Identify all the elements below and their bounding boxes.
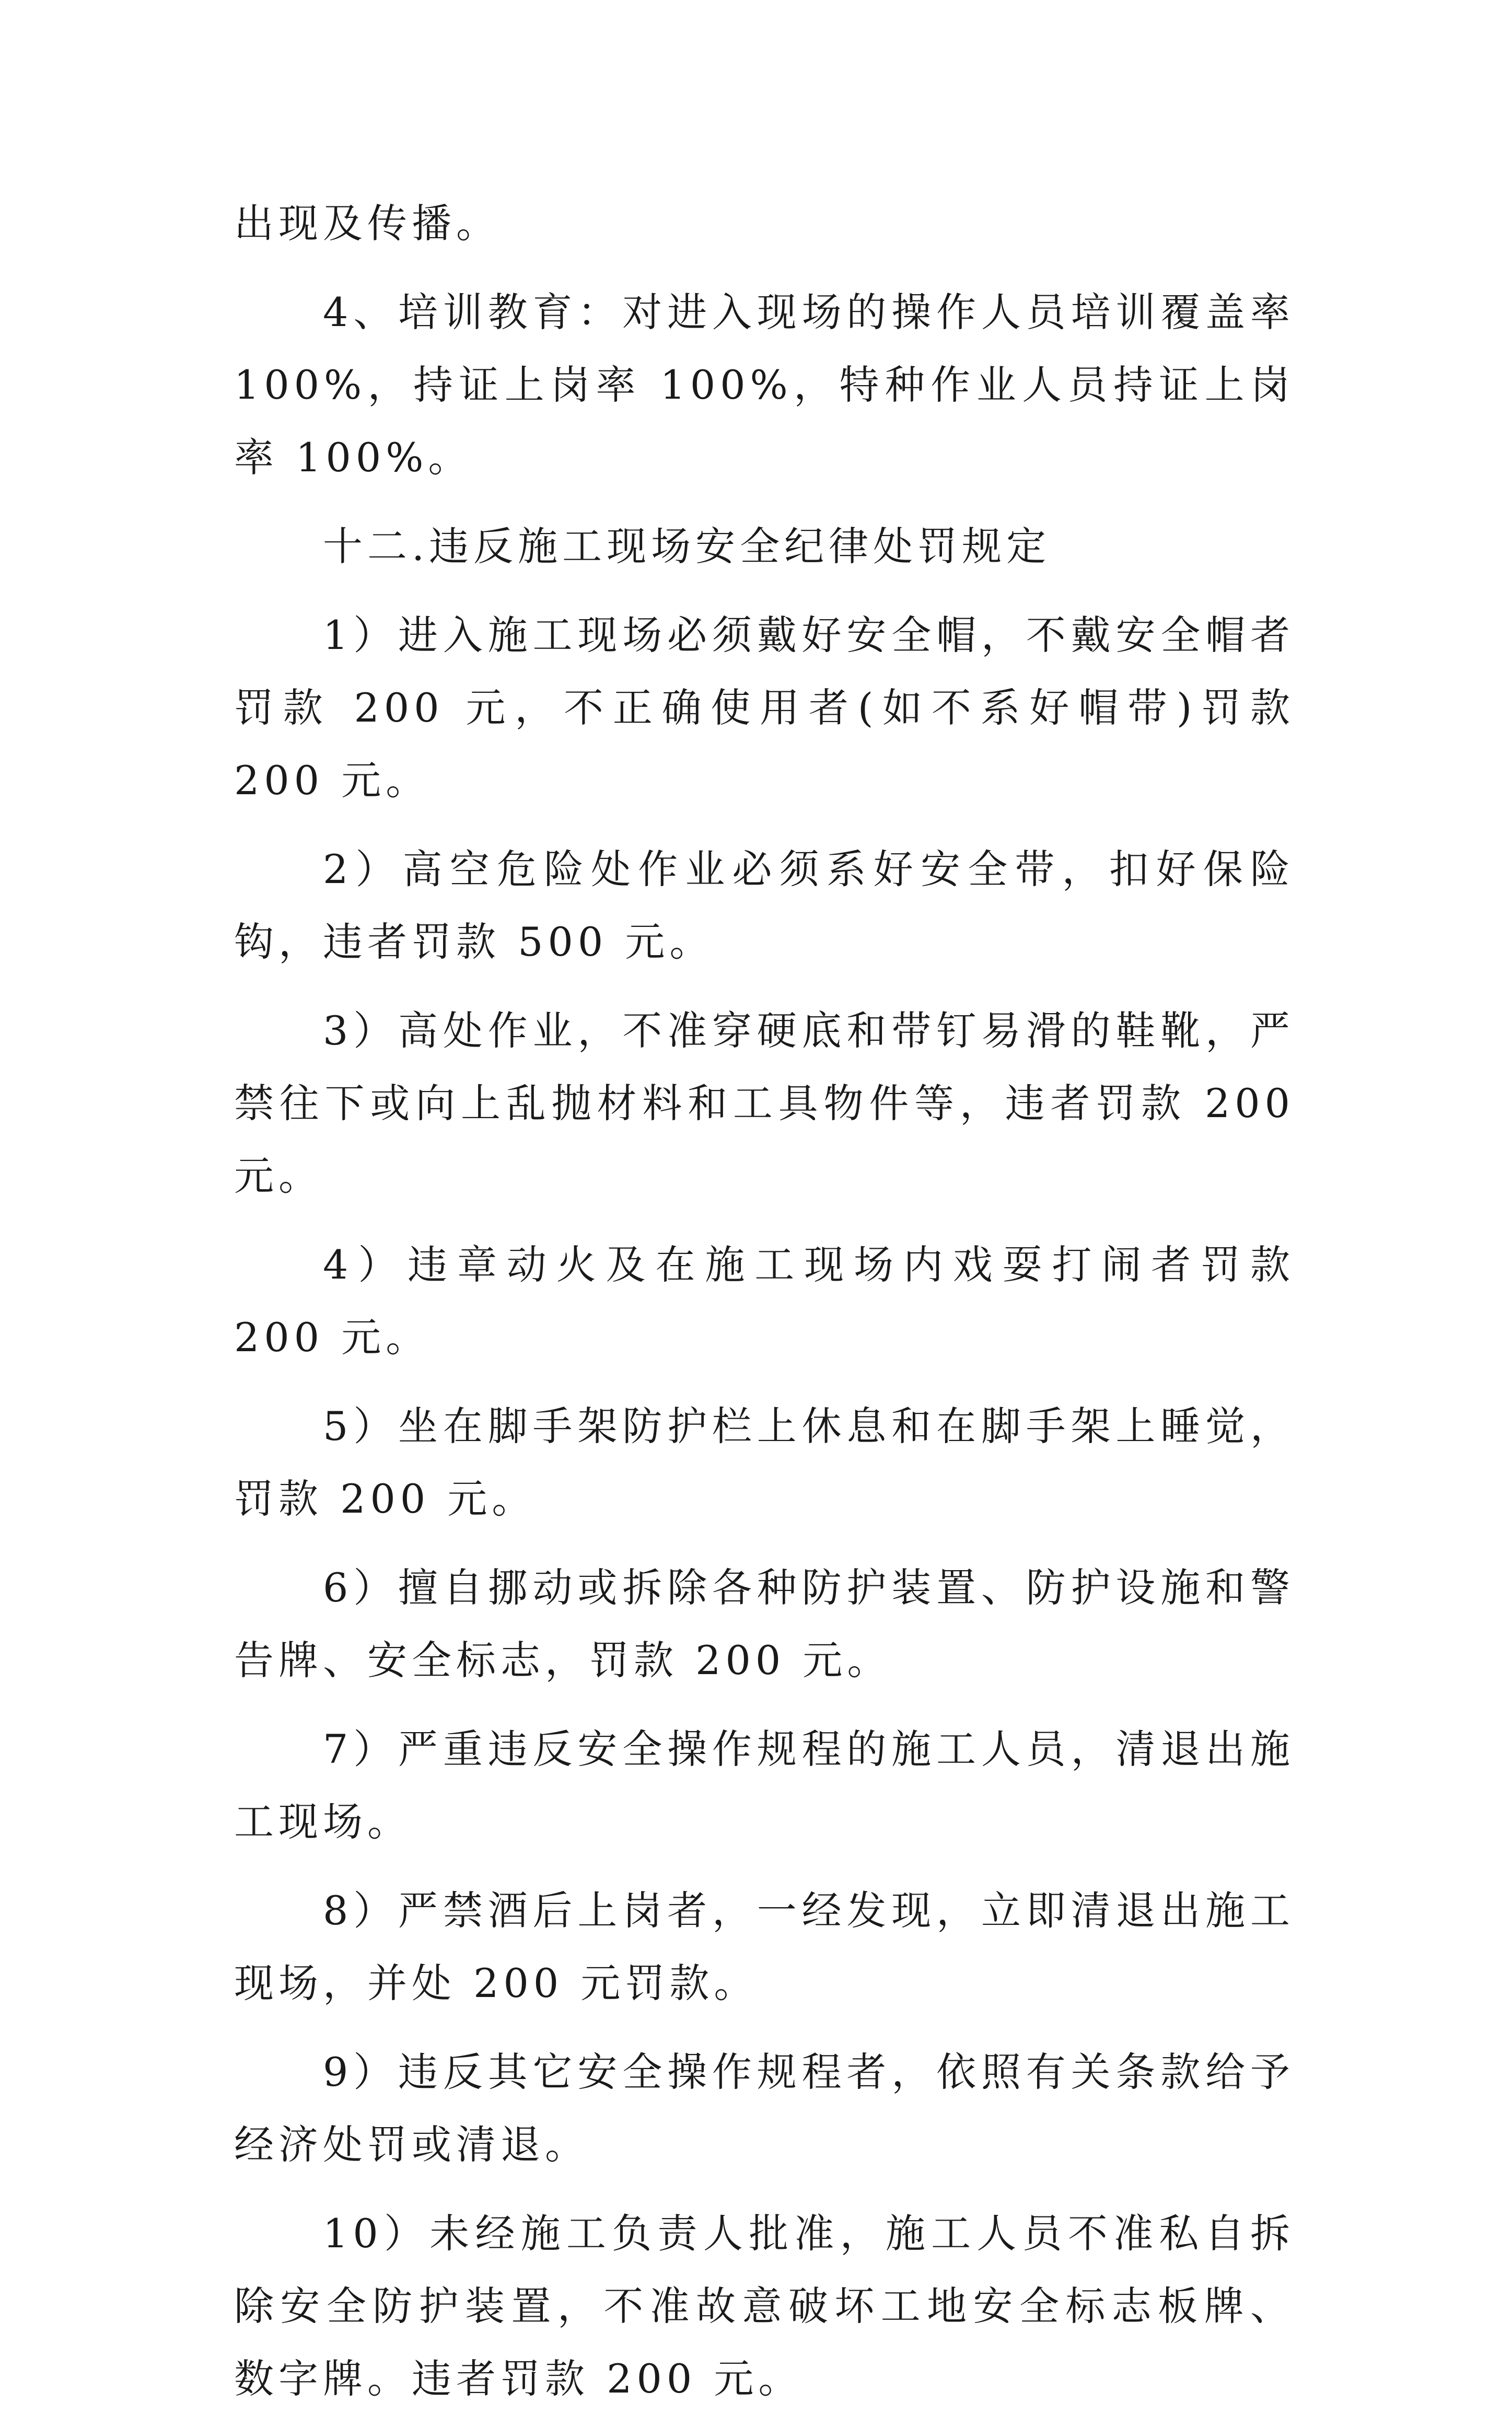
rule-item: 2）高空危险处作业必须系好安全带，扣好保险钩，违者罚款 500 元。 <box>234 846 1295 965</box>
section-heading: 十二.违反施工现场安全纪律处罚规定 <box>323 523 1051 570</box>
rule-item: 1）进入施工现场必须戴好安全帽，不戴安全帽者罚款 200 元，不正确使用者(如不系好帽带)罚款 200 元。 <box>234 612 1295 804</box>
rule-item: 4）违章动火及在施工现场内戏耍打闹者罚款 200 元。 <box>234 1241 1295 1361</box>
document-body <box>234 187 1295 2415</box>
rule-item: 3）高处作业，不准穿硬底和带钉易滑的鞋靴，严禁往下或向上乱抛材料和工具物件等，违者罚款 200 元。 <box>234 1007 1295 1199</box>
rule-item: 8）严禁酒后上岗者，一经发现，立即清退出施工现场，并处 200 元罚款。 <box>234 1887 1295 2006</box>
rule-item: 9）违反其它安全操作规程者，依照有关条款给予经济处罚或清退。 <box>234 2049 1295 2168</box>
paragraph-training: 4、培训教育：对进入现场的操作人员培训覆盖率 100%，持证上岗率 100%，特种作业人员持证上岗率 100%。 <box>234 289 1295 481</box>
rule-item: 10）未经施工负责人批准，施工人员不准私自拆除安全防护装置，不准故意破坏工地安全标志板牌、数字牌。违者罚款 200 元。 <box>234 2210 1295 2402</box>
paragraph-continuation: 出现及传播。 <box>234 200 501 247</box>
rule-item: 5）坐在脚手架防护栏上休息和在脚手架上睡觉，罚款 200 元。 <box>234 1403 1295 1522</box>
rule-item: 6）擅自挪动或拆除各种防护装置、防护设施和警告牌、安全标志，罚款 200 元。 <box>234 1564 1295 1683</box>
rule-item: 7）严重违反安全操作规程的施工人员，清退出施工现场。 <box>234 1726 1295 1845</box>
